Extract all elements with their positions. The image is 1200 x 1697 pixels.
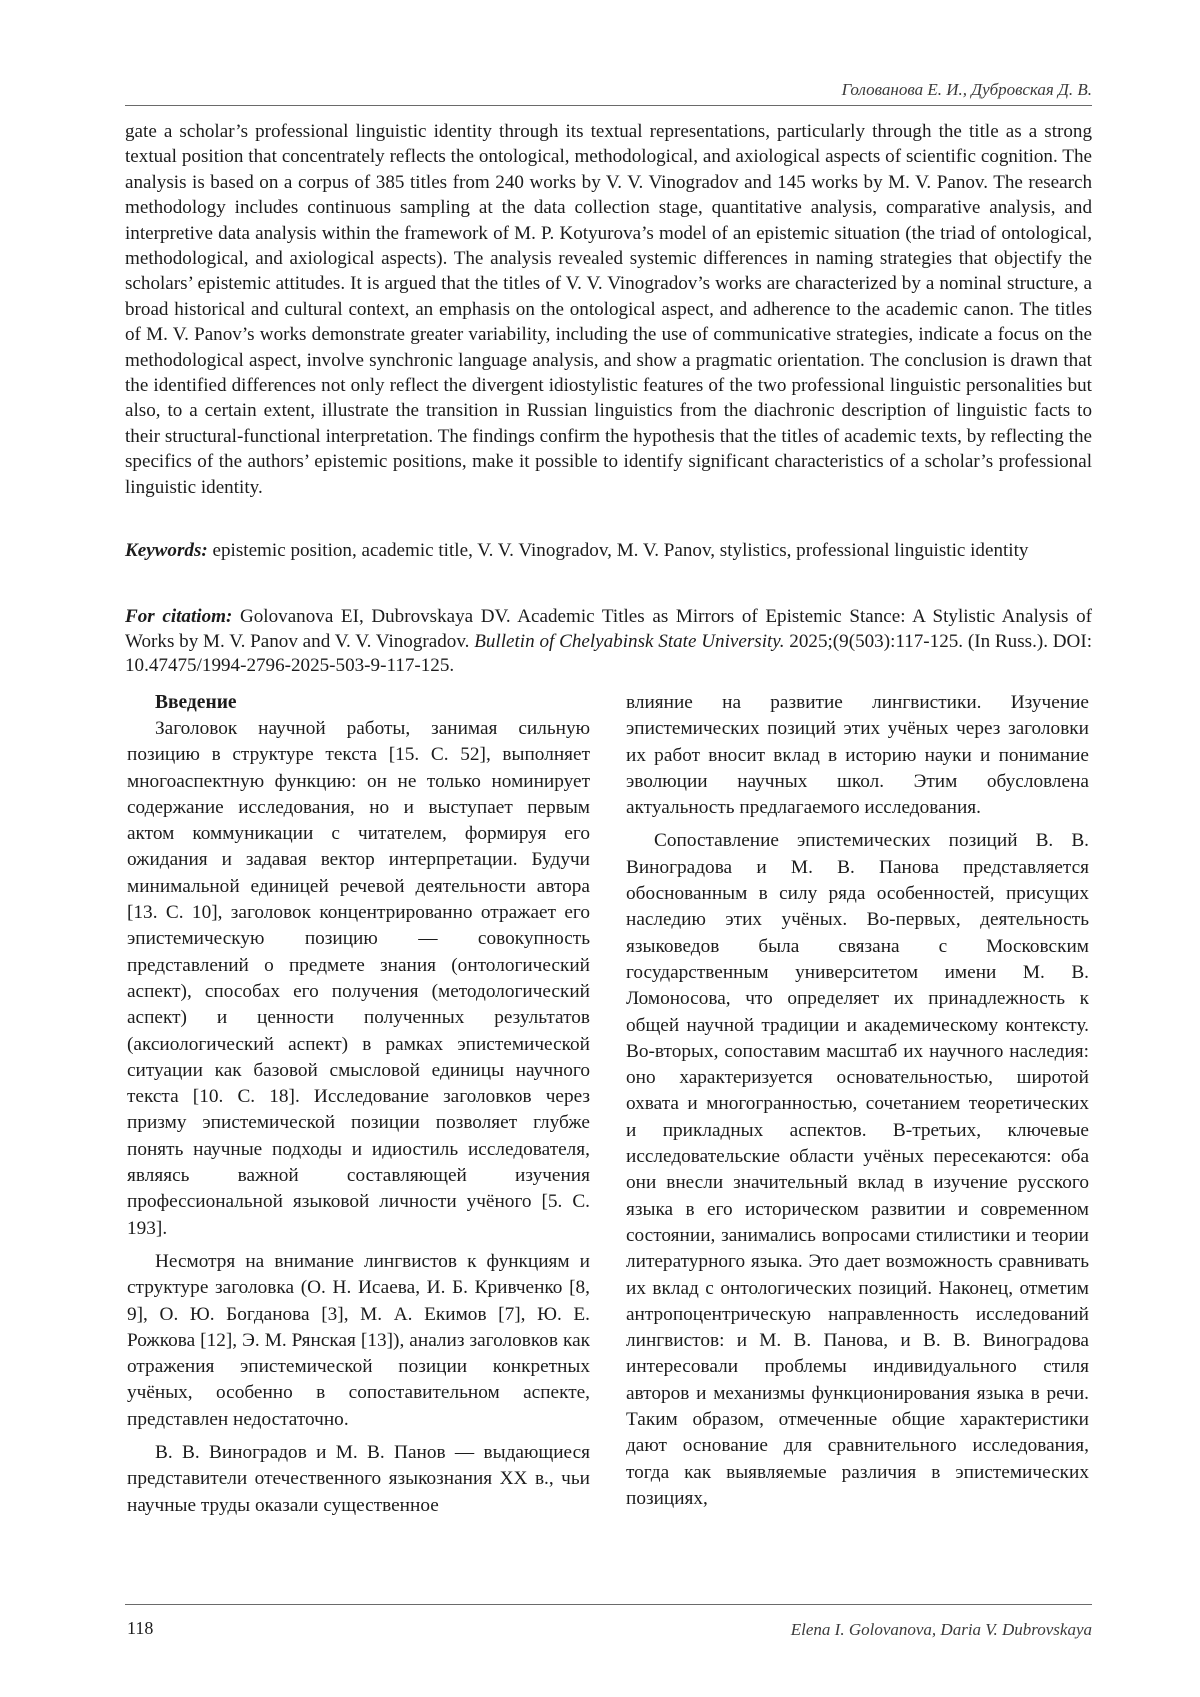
citation-label: For citatiom: — [125, 606, 233, 627]
keywords-label: Keywords: — [125, 540, 208, 561]
right-column — [626, 690, 1089, 1519]
citation-details: 2025;(9(503):117-125. (In Russ.). DOI: 10.47475/1994-2796-2025-503-9-117-125. — [125, 630, 1093, 676]
citation-journal: Bulletin of Chelyabinsk State University. — [474, 630, 785, 652]
body-paragraph: Несмотря на внимание лингвистов к функциям и структуре заголовка (О. Н. Исаева, И. Б. Кривченко [8, 9], О. Ю. Богданова [3], М. А. Екимов [7], Ю. Е. Рожкова [12], Э. М. Рянская [13]), анализ заголовков как отражения эпистемической позиции конкретных учёных, особенно в сопоставительном аспекте, представлен недостаточно. — [127, 1250, 590, 1430]
page-number: 118 — [127, 1618, 154, 1638]
body-paragraph: влияние на развитие лингвистики. Изучение эпистемических позиций этих учёных через заголовки их работ вносит вклад в историю науки и понимание эволюции научных школ. Этим обусловлена актуальность предлагаемого исследования. — [626, 692, 1089, 819]
section-heading: Введение — [155, 692, 237, 713]
body-paragraph: Заголовок научной работы, занимая сильную позицию в структуре текста [15. С. 52], выполняет многоаспектную функцию: он не только номинирует содержание исследования, но и выступает первым актом коммуникации с читателем, формируя его ожидания и задавая вектор интерпретации. Будучи минимальной единицей речевой деятельности автора [13. С. 10], заголовок концентрированно отражает его эпистемическую позицию — совокупность представлений о предмете знания (онтологический аспект), способах его получения (методологический аспект) и ценности полученных результатов (аксиологический аспект) в рамках эпистемической ситуации как базовой смысловой единицы научного текста [10. С. 18]. Исследование заголовков через призму эпистемической позиции позволяет глубже понять научные подходы и идиостиль исследователя, являясь важной составляющей изучения профессиональной языковой личности учёного [5. С. 193]. — [127, 718, 590, 1239]
citation-text: Golovanova EI, Dubrovskaya DV. Academic Titles as Mirrors of Epistemic Stance: A Stylistic Analysis of Works by M. V. Panov and V. V. Vinogradov. — [125, 606, 1092, 652]
citation — [125, 605, 1092, 679]
abstract-text: gate a scholar’s professional linguistic identity through its textual representations, particularly through the title as a strong textual position that concentrately reflects the ontological, methodological, and axiological aspects of scientific cognition. The analysis is based on a corpus of 385 titles from 240 works by V. V. Vinogradov and 145 works by M. V. Panov. The research methodology includes continuous sampling at the data collection stage, quantitative analysis, comparative analysis, and interpretive data analysis within the framework of M. P. Kotyurova’s model of an epistemic situation (the triad of ontological, methodological, and axiological aspects). The analysis revealed systemic differences in naming strategies that objectify the scholars’ epistemic attitudes. It is argued that the titles of V. V. Vinogradov’s works are characterized by a nominal structure, a broad historical and cultural context, an emphasis on the ontological aspect, and adherence to the academic canon. The titles of M. V. Panov’s works demonstrate greater variability, including the use of communicative strategies, indicate a focus on the methodological aspect, involve synchronic language analysis, and show a pragmatic orientation. The conclusion is drawn that the identified differences not only reflect the divergent idiostylistic features of the two professional linguistic personalities but also, to a certain extent, illustrate the transition in Russian linguistics from the diachronic description of linguistic facts to their structural-functional interpretation. The findings confirm the hypothesis that the titles of academic texts, by reflecting the specifics of the authors’ epistemic positions, make it possible to identify significant characteristics of a scholar’s professional linguistic identity. — [125, 121, 1092, 498]
body-paragraph: В. В. Виноградов и М. В. Панов — выдающиеся представители отечественного языкознания XX в., чьи научные труды оказали существенное — [127, 1442, 590, 1516]
footer-authors: Elena I. Golovanova, Daria V. Dubrovskaya — [790, 1620, 1092, 1639]
footer-rule — [125, 1604, 1092, 1605]
keywords — [125, 537, 1092, 565]
header-rule — [125, 105, 1092, 106]
left-column — [127, 690, 590, 1526]
running-head: Голованова Е. И., Дубровская Д. В. — [841, 80, 1092, 99]
body-paragraph: Сопоставление эпистемических позиций В. В. Виноградова и М. В. Панова представляется обоснованным в силу ряда особенностей, присущих наследию этих учёных. Во-первых, деятельность языковедов была связана с Московским государственным университетом имени М. В. Ломоносова, что определяет их принадлежность к общей научной традиции и академическому контексту. Во-вторых, сопоставим масштаб их научного наследия: оно характеризуется основательностью, широтой охвата и многогранностью, сочетанием теоретических и прикладных аспектов. В-третьих, ключевые исследовательские области учёных пересекаются: оба они внесли значительный вклад в изучение русского языка в его историческом развитии и современном состоянии, занимались вопросами стилистики и теории литературного языка. Это дает возможность сравнивать их вклад с онтологических позиций. Наконец, отметим антропоцентрическую направленность исследований лингвистов: и М. В. Панова, и В. В. Виноградова интересовали проблемы индивидуального стиля авторов и механизмы функционирования языка в речи. Таким образом, отмеченные общие характеристики дают основание для сравнительного исследования, тогда как выявляемые различия в эпистемических позициях, — [626, 830, 1089, 1509]
keywords-text: epistemic position, academic title, V. V. Vinogradov, M. V. Panov, stylistics, professional linguistic identity — [207, 540, 1029, 561]
